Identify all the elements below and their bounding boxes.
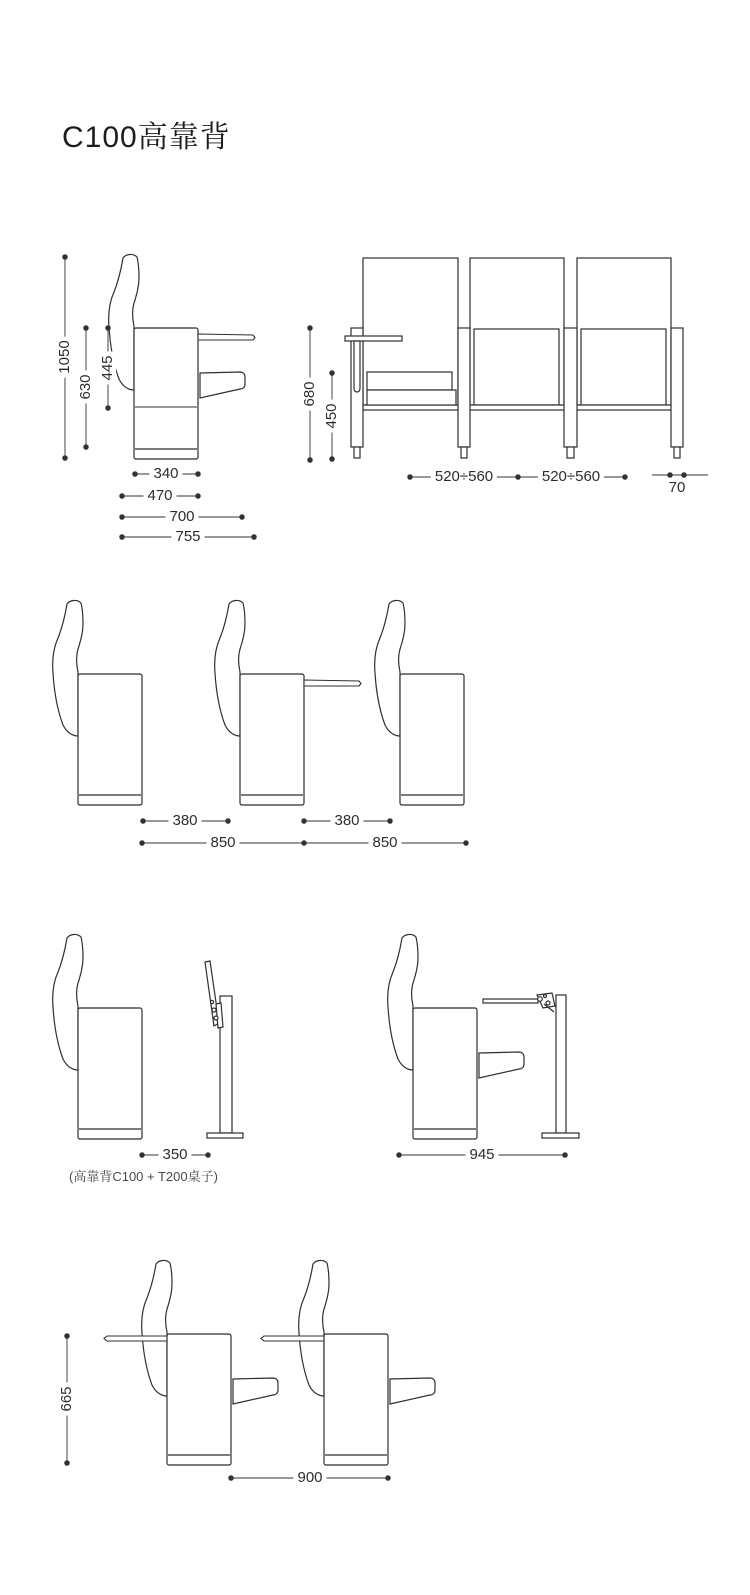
dim-clearance-1: 380 xyxy=(168,813,201,829)
dim-total-height: 1050 xyxy=(57,336,73,377)
tandem-rows-view xyxy=(104,1260,435,1465)
dim-body-depth: 470 xyxy=(143,488,176,504)
t200-table-closed xyxy=(205,961,243,1138)
dim-backrest-height: 630 xyxy=(78,370,94,403)
dim-tablet-height: 445 xyxy=(100,351,116,384)
dim-seat-pitch-1: 520÷560 xyxy=(431,469,497,485)
dim-front-seat-height: 450 xyxy=(324,399,340,432)
dim-table-open-depth: 945 xyxy=(465,1147,498,1163)
seat-with-table-open xyxy=(388,934,579,1139)
front-view-three-seats xyxy=(345,258,683,458)
dim-tandem-row-distance: 900 xyxy=(293,1470,326,1486)
dim-tandem-tablet-height: 665 xyxy=(59,1382,75,1415)
dim-seat-width: 340 xyxy=(149,466,182,482)
dim-clearance-2: 380 xyxy=(330,813,363,829)
side-view-single-seat xyxy=(109,254,255,459)
page-title: C100高靠背 xyxy=(62,121,231,154)
dim-total-depth: 755 xyxy=(171,529,204,545)
dim-seat-pitch-2: 520÷560 xyxy=(538,469,604,485)
dim-tablet-depth: 700 xyxy=(165,509,198,525)
row-spacing-views xyxy=(53,600,464,805)
seat-with-table-closed xyxy=(53,934,243,1139)
dim-front-tablet-height: 680 xyxy=(302,377,318,410)
dim-table-closed-depth: 350 xyxy=(158,1147,191,1163)
configuration-caption: (高靠背C100 + T200桌子) xyxy=(69,1169,218,1184)
dim-row-pitch-1: 850 xyxy=(206,835,239,851)
dim-leg-width: 70 xyxy=(668,479,686,496)
dim-row-pitch-2: 850 xyxy=(368,835,401,851)
